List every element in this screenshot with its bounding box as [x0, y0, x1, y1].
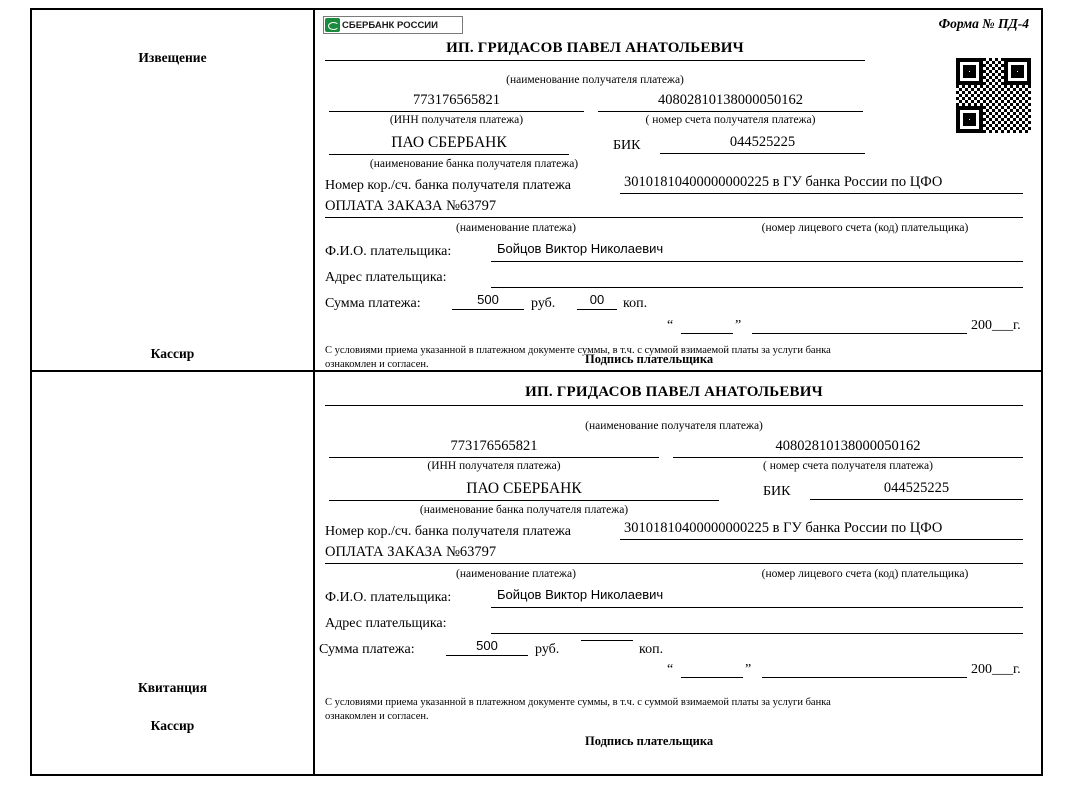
date-day-line-top — [681, 318, 733, 334]
payer-address-line-bottom — [491, 612, 1023, 634]
personal-account-line-bottom — [707, 544, 1023, 564]
sum-rub-value-bottom: 500 — [446, 638, 528, 656]
bik-value-bottom: 044525225 — [810, 480, 1023, 500]
conditions-line2-bottom: ознакомлен и согласен. — [325, 711, 429, 723]
date-quote-open-bottom: “ — [667, 662, 674, 677]
recipient-name-value-bottom: ИП. ГРИДАСОВ ПАВЕЛ АНАТОЛЬЕВИЧ — [325, 384, 1023, 406]
account-value-bottom: 40802810138000050162 — [673, 438, 1023, 458]
inn-value-bottom: 773176565821 — [329, 438, 659, 458]
payer-address-label-bottom: Адрес плательщика: — [325, 616, 447, 631]
account-caption-top: ( номер счета получателя платежа) — [645, 114, 816, 126]
date-year-top: 200___г. — [971, 318, 1021, 333]
conditions-line1-bottom: С условиями приема указанной в платежном документе суммы, в т.ч. с суммой взимаемой платы за услуги банка — [325, 697, 831, 708]
corr-account-value-top: 30101810400000000225 в ГУ банка России по ЦФО — [620, 174, 1023, 194]
notice-fields-column — [315, 10, 1041, 370]
date-month-line-bottom — [762, 662, 967, 678]
payment-sum-label-top: Сумма платежа: — [325, 296, 421, 311]
payer-signature-label-bottom: Подпись плательщика — [585, 734, 714, 748]
corr-account-value-bottom: 30101810400000000225 в ГУ банка России по ЦФО — [620, 520, 1023, 540]
recipient-name-caption-bottom: (наименование получателя платежа) — [585, 420, 763, 432]
date-day-line-bottom — [681, 662, 743, 678]
bank-name-value-bottom: ПАО СБЕРБАНК — [329, 480, 719, 501]
payment-sum-label-bottom: Сумма платежа: — [319, 642, 415, 657]
account-caption-bottom: ( номер счета получателя платежа) — [763, 460, 933, 472]
bank-name-value-top: ПАО СБЕРБАНК — [329, 134, 569, 155]
date-quote-close-bottom: ” — [745, 662, 752, 677]
conditions-note-bottom — [325, 696, 1025, 724]
bik-value-top: 044525225 — [660, 134, 865, 154]
sum-kop-value-bottom — [581, 638, 633, 641]
personal-account-line-top — [707, 198, 1023, 218]
kop-label-top: коп. — [623, 296, 648, 311]
bank-name-caption-bottom: (наименование банка получателя платежа) — [419, 504, 629, 516]
sberbank-logo — [323, 16, 463, 34]
side-label-receipt: Квитанция — [137, 680, 208, 695]
inn-value-top: 773176565821 — [329, 92, 584, 112]
date-quote-open-top: “ — [667, 318, 674, 333]
side-label-notice: Извещение — [138, 50, 207, 65]
side-label-cashier-top: Кассир — [150, 346, 195, 361]
date-year-bottom: 200___г. — [971, 662, 1021, 677]
payment-form-pd4 — [30, 8, 1043, 776]
sum-kop-value-top: 00 — [577, 292, 617, 310]
form-half-receipt — [32, 372, 1041, 774]
inn-caption-top: (ИНН получателя платежа) — [389, 114, 524, 126]
payer-fio-line-bottom — [491, 586, 1023, 608]
side-label-cashier-bottom: Кассир — [150, 718, 195, 733]
payment-name-caption-bottom: (наименование платежа) — [456, 568, 576, 580]
kop-label-bottom: коп. — [639, 642, 664, 657]
payer-signature-label-top: Подпись плательщика — [585, 352, 714, 366]
form-half-notice — [32, 10, 1041, 372]
personal-account-caption-bottom: (номер лицевого счета (код) плательщика) — [761, 568, 969, 580]
payment-name-value-top: ОПЛАТА ЗАКАЗА №63797 — [325, 198, 707, 218]
payer-fio-value-bottom: Бойцов Виктор Николаевич — [497, 587, 664, 602]
recipient-name-value-top: ИП. ГРИДАСОВ ПАВЕЛ АНАТОЛЬЕВИЧ — [325, 40, 865, 61]
recipient-name-caption-top: (наименование получателя платежа) — [506, 74, 684, 86]
inn-caption-bottom: (ИНН получателя платежа) — [427, 460, 561, 472]
sum-rub-value-top: 500 — [452, 292, 524, 310]
notice-side-column — [32, 10, 315, 370]
qr-code-marker — [956, 106, 983, 133]
sberbank-logo-text: СБЕРБАНК РОССИИ — [342, 19, 438, 31]
corr-account-label-bottom: Номер кор./сч. банка получателя платежа — [325, 524, 571, 539]
payer-address-label-top: Адрес плательщика: — [325, 270, 447, 285]
bik-label-top: БИК — [613, 138, 641, 153]
date-month-line-top — [752, 318, 967, 334]
payer-fio-label-bottom: Ф.И.О. плательщика: — [325, 590, 452, 605]
bik-label-bottom: БИК — [763, 484, 791, 499]
payment-name-value-bottom: ОПЛАТА ЗАКАЗА №63797 — [325, 544, 707, 564]
payer-fio-line-top — [491, 240, 1023, 262]
personal-account-caption-top: (номер лицевого счета (код) плательщика) — [761, 222, 969, 234]
form-number-top: Форма № ПД-4 — [938, 16, 1029, 31]
payment-name-caption-top: (наименование платежа) — [456, 222, 576, 234]
bank-name-caption-top: (наименование банка получателя платежа) — [369, 158, 579, 170]
payer-fio-value-top: Бойцов Виктор Николаевич — [497, 241, 664, 256]
rub-label-bottom: руб. — [535, 642, 560, 657]
qr-code — [956, 58, 1031, 133]
account-value-top: 40802810138000050162 — [598, 92, 863, 112]
receipt-side-column — [32, 372, 315, 774]
payer-address-line-top — [491, 266, 1023, 288]
payer-fio-label-top: Ф.И.О. плательщика: — [325, 244, 452, 259]
receipt-fields-column — [315, 372, 1041, 774]
conditions-line1-top: С условиями приема указанной в платежном документе суммы, в т.ч. с суммой взимаемой платы за услуги банка — [325, 345, 831, 356]
date-quote-close-top: ” — [735, 318, 742, 333]
sberbank-logo-mark — [325, 18, 340, 32]
conditions-line2-top: ознакомлен и согласен. — [325, 359, 429, 371]
corr-account-label-top: Номер кор./сч. банка получателя платежа — [325, 178, 571, 193]
rub-label-top: руб. — [531, 296, 556, 311]
